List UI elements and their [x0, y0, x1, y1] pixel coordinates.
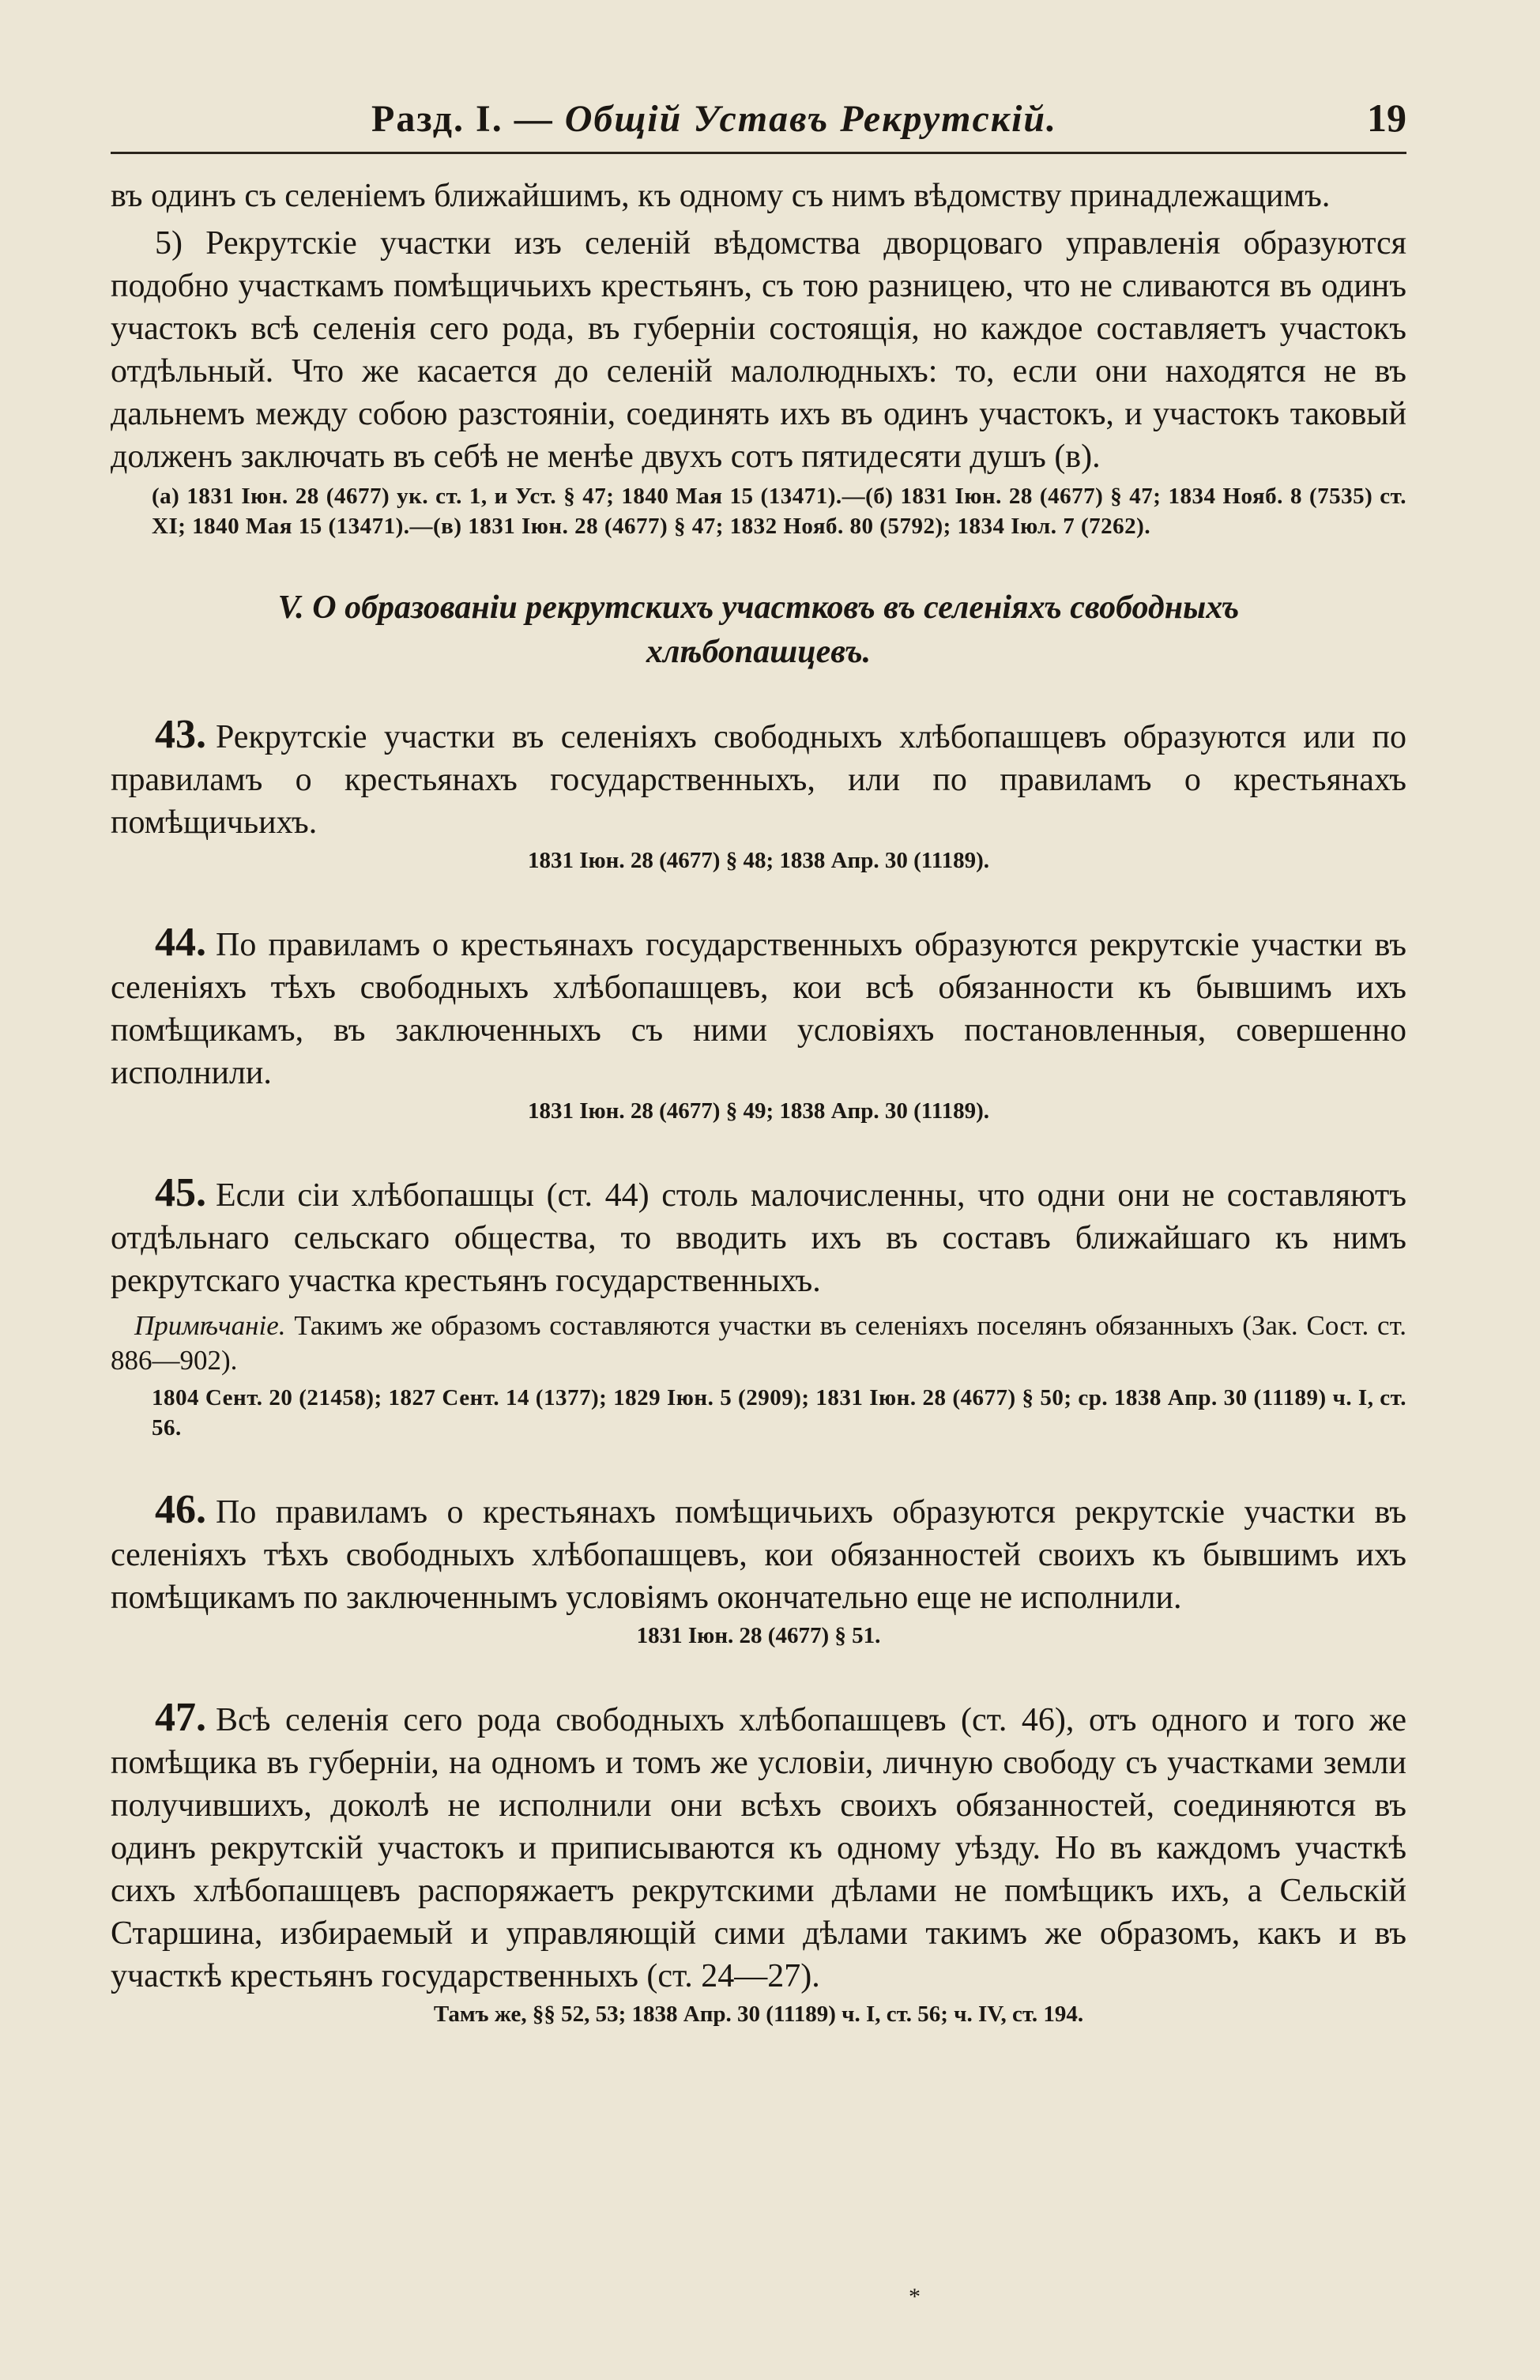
article-text: Если сіи хлѣбопашцы (ст. 44) столь малочисленны, что одни они не составляютъ отдѣльнаго сельскаго общества, то вводить ихъ въ составъ ближайшаго къ нимъ рекрутскаго участка крестьянъ государственныхъ.: [111, 1177, 1406, 1299]
item-5-text: 5) Рекрутскіе участки изъ селеній вѣдомства дворцоваго управленія образуются подобно участкамъ помѣщичьихъ крестьянъ, съ тою разницею, что не сливаются въ одинъ участокъ всѣ селенія сего рода, въ губерніи состоящія, но каждое составляетъ участокъ отдѣльный. Что же касается до селеній малолюдныхъ: то, если они находятся не въ дальнемъ между собою разстояніи, соединять ихъ въ одинъ участокъ, и участокъ таковый долженъ заключать въ себѣ не менѣе двухъ сотъ пятидесяти душъ (в).: [111, 225, 1406, 475]
article-45: [111, 1172, 1406, 1443]
article-text: Всѣ селенія сего рода свободныхъ хлѣбопашцевъ (ст. 46), отъ одного и того же помѣщика въ губерніи, на одномъ и томъ же условіи, личную свободу съ участками земли получившихъ, доколѣ не исполнили они всѣхъ своихъ обязанностей, соединяются въ одинъ рекрутскій участокъ и приписываются къ одному уѣзду. Но въ каждомъ участкѣ сихъ хлѣбопашцевъ распоряжаетъ рекрутскими дѣлами не помѣщикъ ихъ, а Сельскій Старшина, избираемый и управляющій сими дѣлами такимъ же образомъ, какъ и въ участкѣ крестьянъ государственныхъ (ст. 24—27).: [111, 1702, 1406, 1994]
note-label: Примѣчаніе.: [134, 1310, 286, 1341]
article-number: 44.: [155, 920, 206, 965]
article-number: 46.: [155, 1487, 206, 1532]
section-label: Разд. I. —: [371, 98, 554, 140]
item-5-references: (а) 1831 Іюн. 28 (4677) ук. ст. 1, и Уст. § 47; 1840 Мая 15 (13471).—(б) 1831 Іюн. 28 (4677) § 47; 1834 Нояб. 8 (7535) ст. XI; 1840 Мая 15 (13471).—(в) 1831 Іюн. 28 (4677) § 47; 1832 Нояб. 80 (5792); 1834 Іюл. 7 (7262).: [152, 484, 1406, 539]
section-heading: [111, 586, 1406, 674]
article-note: [111, 1309, 1406, 1378]
article-text: Рекрутскіе участки въ селеніяхъ свободныхъ хлѣбопашцевъ образуются или по правиламъ о крестьянахъ государственныхъ, или по правиламъ о крестьянахъ помѣщичьихъ.: [111, 719, 1406, 841]
running-header: [111, 95, 1406, 154]
code-title: Общій Уставъ Рекрутскій.: [553, 98, 1058, 140]
article-text: По правиламъ о крестьянахъ помѣщичьихъ образуются рекрутскіе участки въ селеніяхъ тѣхъ свободныхъ хлѣбопашцевъ, кои обязанностей своихъ къ бывшимъ ихъ помѣщикамъ по заключеннымъ условіямъ окончательно еще не исполнили.: [111, 1494, 1406, 1616]
running-title: [371, 97, 1057, 141]
article-46: [111, 1489, 1406, 1651]
article-references: 1831 Іюн. 28 (4677) § 49; 1838 Апр. 30 (11189).: [527, 1098, 990, 1124]
section-heading-line-2: хлѣбопашцевъ.: [646, 634, 872, 670]
article-44: [111, 921, 1406, 1126]
article-43: [111, 714, 1406, 876]
article-number: 47.: [155, 1695, 206, 1740]
section-heading-line-1: V. О образованіи рекрутскихъ участковъ въ селеніяхъ свободныхъ: [277, 589, 1240, 626]
asterisk-mark: *: [909, 2284, 921, 2310]
note-text: Такимъ же образомъ составляются участки въ селеніяхъ поселянъ обязанныхъ (Зак. Сост. ст. 886—902).: [111, 1310, 1406, 1376]
article-references: Тамъ же, §§ 52, 53; 1838 Апр. 30 (11189) ч. I, ст. 56; ч. IV, ст. 194.: [433, 2002, 1084, 2027]
article-47: [111, 1697, 1406, 2029]
article-references: 1831 Іюн. 28 (4677) § 48; 1838 Апр. 30 (11189).: [527, 848, 990, 873]
page-number: 19: [1367, 96, 1406, 140]
article-references: 1804 Сент. 20 (21458); 1827 Сент. 14 (1377); 1829 Іюн. 5 (2909); 1831 Іюн. 28 (4677) § 50; ср. 1838 Апр. 30 (11189) ч. I, ст. 56.: [152, 1385, 1406, 1440]
article-number: 45.: [155, 1170, 206, 1215]
article-text: По правиламъ о крестьянахъ государственныхъ образуются рекрутскіе участки въ селеніяхъ тѣхъ свободныхъ хлѣбопашцевъ, кои всѣ обязанности къ бывшимъ ихъ помѣщикамъ, въ заключенныхъ съ ними условіяхъ постановленныя, совершенно исполнили.: [111, 927, 1406, 1091]
book-page: [111, 95, 1406, 2029]
article-number: 43.: [155, 712, 206, 757]
continuation-text: въ одинъ съ селеніемъ ближайшимъ, къ одному съ нимъ вѣдомству принадлежащимъ.: [111, 178, 1331, 214]
article-references: 1831 Іюн. 28 (4677) § 51.: [636, 1623, 881, 1648]
